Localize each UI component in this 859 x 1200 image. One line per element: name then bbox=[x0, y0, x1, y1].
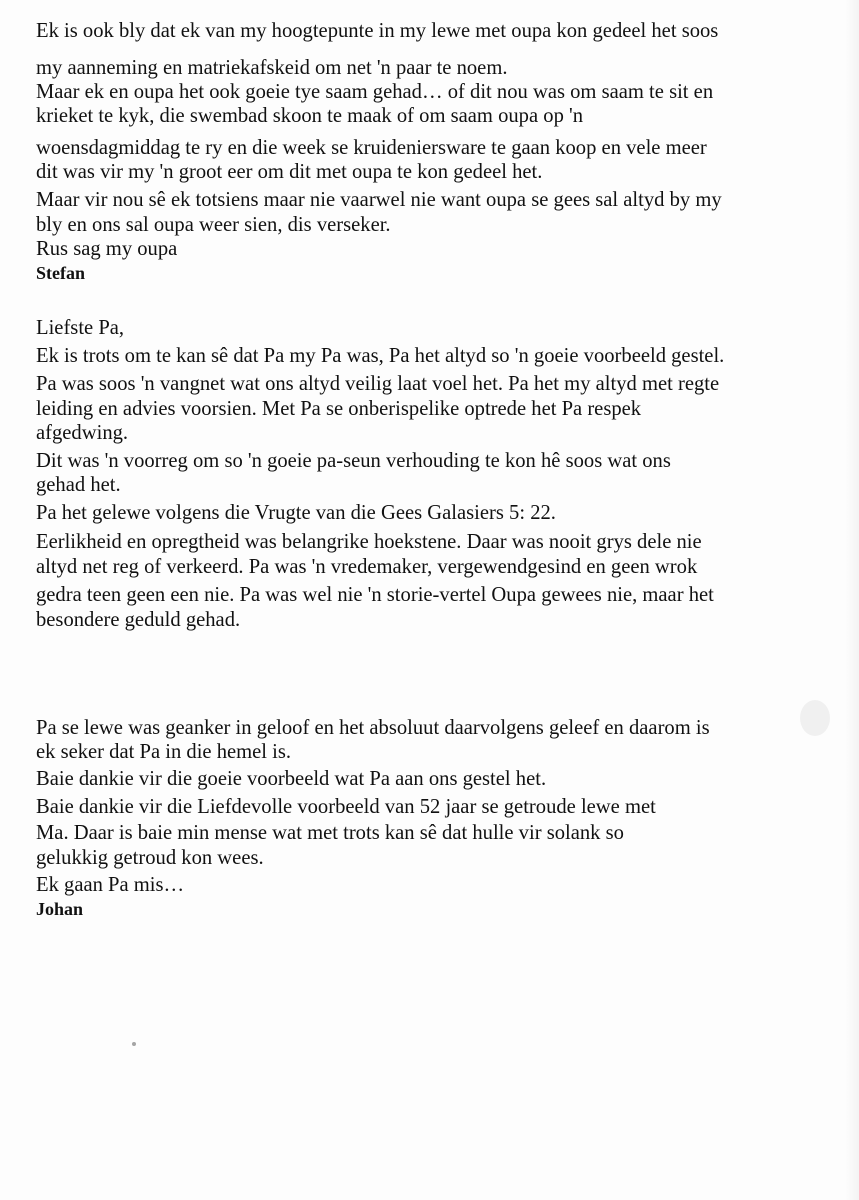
stefan-line-9: Rus sag my oupa bbox=[36, 238, 178, 260]
stefan-line-6: dit was vir my 'n groot eer om dit met oupa te kon gedeel het. bbox=[36, 161, 543, 183]
johan-line-12: besondere geduld gehad. bbox=[36, 609, 241, 631]
johan-p2-line-6: gelukkig getroud kon wees. bbox=[36, 847, 264, 869]
johan-p2-line-5: Ma. Daar is baie min mense wat met trots kan sê dat hulle vir solank so bbox=[36, 822, 624, 844]
johan-line-7: gehad het. bbox=[36, 474, 121, 496]
scan-edge-shadow bbox=[845, 0, 859, 1200]
stefan-line-8: bly en ons sal oupa weer sien, dis verseker. bbox=[36, 214, 391, 236]
johan-p2-line-4: Baie dankie vir die Liefdevolle voorbeeld van 52 jaar se getroude lewe met bbox=[36, 796, 656, 818]
stefan-line-5: woensdagmiddag te ry en die week se kruideniersware te gaan koop en vele meer bbox=[36, 137, 707, 159]
johan-p2-line-2: ek seker dat Pa in die hemel is. bbox=[36, 741, 292, 763]
stefan-signature: Stefan bbox=[36, 263, 85, 283]
johan-line-3: Pa was soos 'n vangnet wat ons altyd veilig laat voel het. Pa het my altyd met regte bbox=[36, 373, 720, 395]
stefan-line-1: Ek is ook bly dat ek van my hoogtepunte in my lewe met oupa kon gedeel het soos bbox=[36, 20, 719, 42]
johan-salutation: Liefste Pa, bbox=[36, 317, 125, 339]
johan-signature: Johan bbox=[36, 899, 84, 919]
johan-line-10: altyd net reg of verkeerd. Pa was 'n vredemaker, vergewendgesind en geen wrok bbox=[36, 556, 698, 578]
scan-speck bbox=[800, 700, 830, 736]
stefan-line-7: Maar vir nou sê ek totsiens maar nie vaarwel nie want oupa se gees sal altyd by my bbox=[36, 189, 722, 211]
stefan-line-2: my aanneming en matriekafskeid om net 'n paar te noem. bbox=[36, 57, 508, 79]
scan-speck bbox=[132, 1042, 136, 1046]
johan-p2-line-7: Ek gaan Pa mis… bbox=[36, 874, 185, 896]
johan-line-5: afgedwing. bbox=[36, 422, 129, 444]
johan-line-11: gedra teen geen een nie. Pa was wel nie 'n storie-vertel Oupa gewees nie, maar het bbox=[36, 584, 714, 606]
johan-line-8: Pa het gelewe volgens die Vrugte van die Gees Galasiers 5: 22. bbox=[36, 502, 556, 524]
johan-line-4: leiding en advies voorsien. Met Pa se onberispelike optrede het Pa respek bbox=[36, 398, 642, 420]
stefan-line-3: Maar ek en oupa het ook goeie tye saam gehad… of dit nou was om saam te sit en bbox=[36, 81, 714, 103]
johan-p2-line-1: Pa se lewe was geanker in geloof en het absoluut daarvolgens geleef en daarom is bbox=[36, 717, 710, 739]
johan-line-9: Eerlikheid en opregtheid was belangrike hoekstene. Daar was nooit grys dele nie bbox=[36, 531, 702, 553]
johan-line-2: Ek is trots om te kan sê dat Pa my Pa was, Pa het altyd so 'n goeie voorbeeld gestel. bbox=[36, 345, 725, 367]
johan-p2-line-3: Baie dankie vir die goeie voorbeeld wat Pa aan ons gestel het. bbox=[36, 768, 547, 790]
stefan-line-4: krieket te kyk, die swembad skoon te maak of om saam oupa op 'n bbox=[36, 105, 584, 127]
johan-line-6: Dit was 'n voorreg om so 'n goeie pa-seun verhouding te kon hê soos wat ons bbox=[36, 450, 671, 472]
